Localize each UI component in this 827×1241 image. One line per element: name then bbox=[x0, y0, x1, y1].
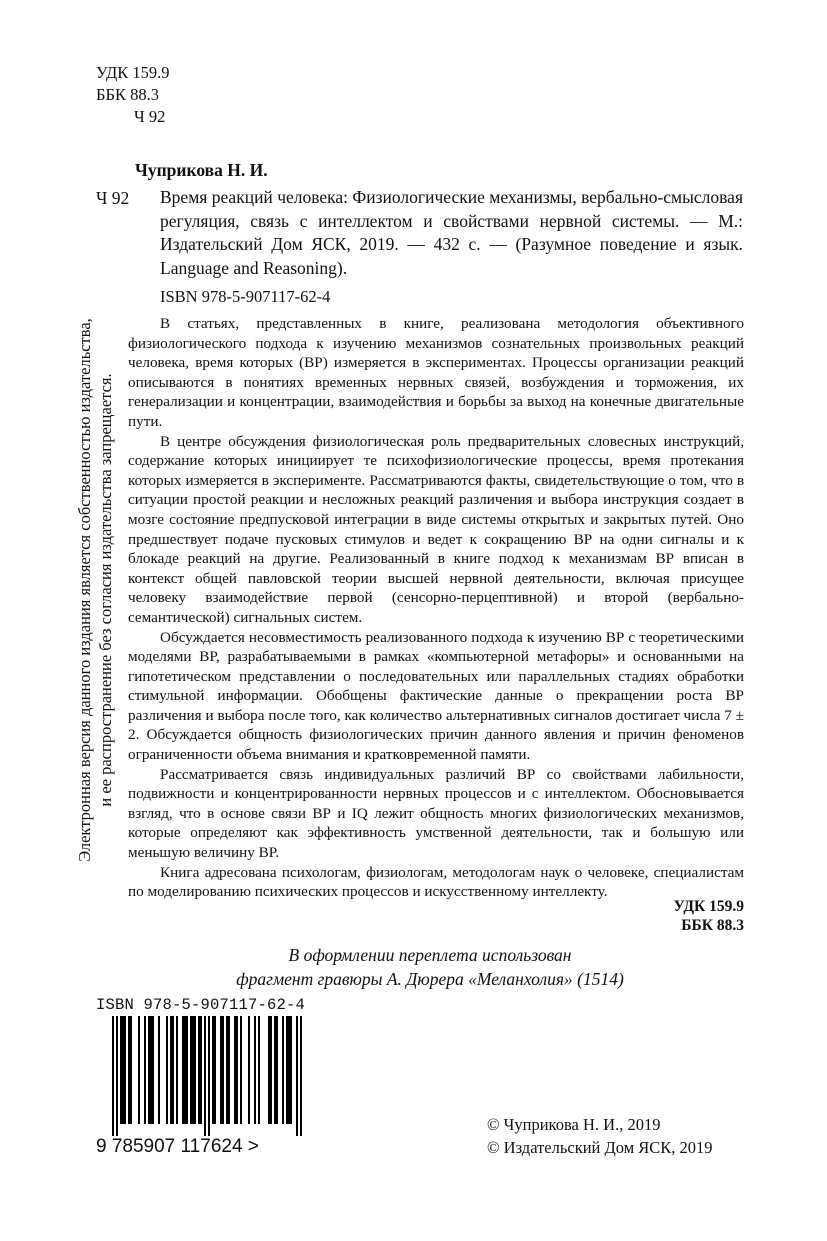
barcode-bar bbox=[176, 1016, 178, 1124]
barcode-bar bbox=[158, 1016, 160, 1124]
barcode-bar bbox=[182, 1016, 184, 1124]
copyright-line: © Издательский Дом ЯСК, 2019 bbox=[487, 1138, 713, 1157]
barcode-bar bbox=[138, 1016, 140, 1124]
barcode-bar bbox=[248, 1016, 250, 1124]
abstract-paragraph: Рассматривается связь индивидуальных различий ВР со свойствами лабильности, подвижности и концентрированности нервных процессов и с интеллектом. Обосновывается взгляд, что в основе связи ВР и IQ лежит общность многих физиологических механизмов, которые определяют как эффективность умственной деятельности, так и большую или меньшую величину ВР. bbox=[128, 765, 744, 862]
barcode-digits: 9 785907 117624 > bbox=[96, 1136, 259, 1157]
classification-codes bbox=[96, 62, 170, 128]
barcode-bar bbox=[130, 1016, 132, 1124]
cover-note-line: фрагмент гравюры А. Дюрера «Меланхолия» (1514) bbox=[236, 969, 624, 989]
barcode-bar bbox=[258, 1016, 260, 1124]
barcode-bar bbox=[226, 1016, 228, 1124]
bbk-bottom: ББК 88.3 bbox=[681, 917, 744, 934]
author-name: Чуприкова Н. И. bbox=[135, 160, 268, 180]
side-note-line: Электронная версия данного издания является собственностью издательства, bbox=[75, 318, 94, 862]
barcode-bar bbox=[184, 1016, 186, 1124]
barcode bbox=[112, 1016, 312, 1142]
barcode-bar bbox=[112, 1016, 114, 1136]
barcode-bar bbox=[236, 1016, 238, 1124]
barcode-bar bbox=[144, 1016, 146, 1124]
barcode-bar bbox=[166, 1016, 168, 1124]
cover-note-line: В оформлении переплета использован bbox=[288, 945, 572, 965]
abstract-paragraph: Книга адресована психологам, физиологам, методологам наук о человеке, специалистам по моделированию психических процессов и искусственному интеллекту. bbox=[128, 863, 744, 901]
udk-code: УДК 159.9 bbox=[96, 63, 170, 82]
barcode-isbn-text: ISBN 978-5-907117-62-4 bbox=[96, 996, 306, 1014]
barcode-bar bbox=[148, 1016, 150, 1124]
side-note-line: и ее распространение без согласия издательства запрещается. bbox=[96, 373, 115, 807]
barcode-bar bbox=[268, 1016, 270, 1124]
abstract-paragraph: Обсуждается несовместимость реализованного подхода к изучению ВР с теоретическими моделями ВР, разрабатываемыми в рамках «компьютерной метафоры» и основанными на гипотетическом представлении о последовательных или параллельных стадиях обработки стимульной информации. Обобщены фактические данные о прекращении роста ВР различения и выбора после того, как количество альтернативных сигналов достигает числа 7 ± 2. Обсуждается общность физиологических причин данного явления и причин феноменов ограниченности объема внимания и кратковременной памяти. bbox=[128, 628, 744, 764]
barcode-bar bbox=[228, 1016, 230, 1124]
barcode-bar bbox=[222, 1016, 224, 1124]
barcode-bar bbox=[282, 1016, 284, 1124]
bottom-codes bbox=[560, 897, 744, 935]
bib-number: Ч 92 bbox=[96, 188, 130, 208]
bibliographic-description: Время реакций человека: Физиологические механизмы, вербально-смысловая регуляция, связь с интеллектом и свойствами нервной системы. — М.: Издательский Дом ЯСК, 2019. — 432 с. — (Разумное поведение и язык. Language and Reasoning). bbox=[160, 187, 743, 278]
barcode-bar bbox=[120, 1016, 122, 1124]
copyright-side-note bbox=[74, 160, 116, 1020]
barcode-bar bbox=[186, 1016, 188, 1124]
barcode-bar bbox=[220, 1016, 222, 1124]
barcode-bar bbox=[124, 1016, 126, 1124]
barcode-bar bbox=[286, 1016, 288, 1124]
author-mark: Ч 92 bbox=[134, 107, 166, 126]
barcode-bar bbox=[276, 1016, 278, 1124]
barcode-bar bbox=[234, 1016, 236, 1124]
barcode-bar bbox=[190, 1016, 192, 1124]
barcode-bar bbox=[208, 1016, 210, 1136]
barcode-bar bbox=[192, 1016, 194, 1124]
barcode-bar bbox=[204, 1016, 206, 1136]
barcode-bar bbox=[270, 1016, 272, 1124]
isbn-line: ISBN 978-5-907117-62-4 bbox=[160, 287, 331, 306]
barcode-bar bbox=[122, 1016, 124, 1124]
copyright bbox=[487, 1113, 713, 1159]
barcode-bar bbox=[288, 1016, 290, 1124]
abstract-paragraph: В статьях, представленных в книге, реализована методология объективного физиологического подхода к изучению механизмов сознательных произвольных реакций человека, время которых (ВР) измеряется в экспериментах. Процессы организации реакций описываются в понятиях временных нервных связей, возбуждения и торможения, их генерализации и концентрации, взаимодействия и борьбы за выход на конечные двигательные пути. bbox=[128, 315, 744, 430]
barcode-bar bbox=[150, 1016, 152, 1124]
barcode-bar bbox=[128, 1016, 130, 1124]
abstract bbox=[128, 314, 744, 902]
barcode-bar bbox=[214, 1016, 216, 1124]
barcode-bar bbox=[170, 1016, 172, 1124]
bbk-code: ББК 88.3 bbox=[96, 85, 159, 104]
barcode-bar bbox=[116, 1016, 118, 1136]
udk-bottom: УДК 159.9 bbox=[673, 898, 744, 915]
barcode-bar bbox=[198, 1016, 200, 1124]
abstract-paragraph: В центре обсуждения физиологическая роль предварительных словесных инструкций, содержание которых инициирует те психофизиологические процессы, время протекания которых измеряется в эксперименте. Рассматриваются факты, свидетельствующие о том, что в ситуации простой реакции и несложных реакций различения и выбора инструкция создает в мозге состояние предпусковой интеграции в виде системы открытых и закрытых путей. Оно предшествует подаче пусковых стимулов и ведет к сокращению ВР на одни сигналы и к блокаде реакций на другие. Реализованный в книге подход к механизмам ВР вписан в контекст общей павловской теории высшей нервной деятельности, включая присущее человеку взаимодействие первой (сенсорно-перцептивной) и второй (вербально-семантической) сигнальных систем. bbox=[128, 432, 744, 626]
barcode-bar bbox=[254, 1016, 256, 1124]
barcode-bar bbox=[172, 1016, 174, 1124]
copyright-line: © Чуприкова Н. И., 2019 bbox=[487, 1115, 661, 1134]
barcode-bar bbox=[300, 1016, 302, 1136]
barcode-bar bbox=[212, 1016, 214, 1124]
barcode-bar bbox=[200, 1016, 202, 1124]
cover-note bbox=[150, 943, 710, 991]
barcode-bar bbox=[194, 1016, 196, 1124]
barcode-bar bbox=[296, 1016, 298, 1136]
barcode-bar bbox=[274, 1016, 276, 1124]
barcode-bar bbox=[290, 1016, 292, 1124]
barcode-bar bbox=[152, 1016, 154, 1124]
barcode-bar bbox=[240, 1016, 242, 1124]
